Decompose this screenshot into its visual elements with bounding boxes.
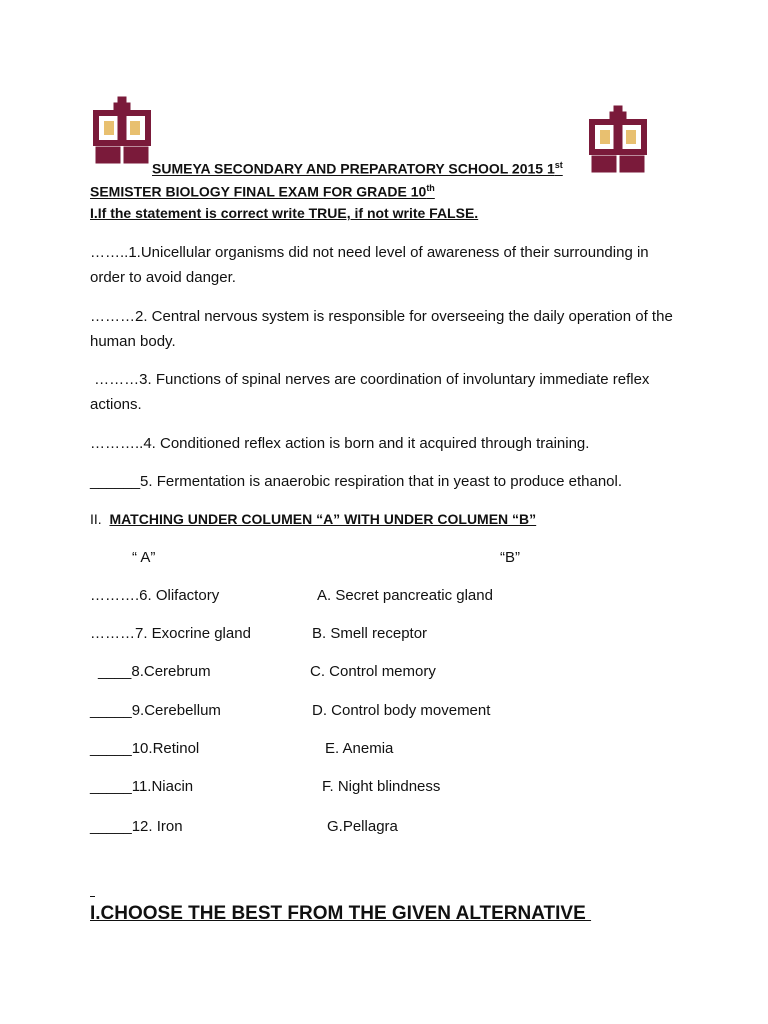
- section-3-title: I.CHOOSE THE BEST FROM THE GIVEN ALTERNATIVE: [90, 903, 592, 924]
- question-4: ………..4. Conditioned reflex action is born and it acquired through training.: [90, 435, 590, 452]
- match-b-e: E. Anemia: [325, 740, 394, 757]
- match-b-c: C. Control memory: [310, 663, 436, 680]
- match-b-a: A. Secret pancreatic gland: [317, 587, 493, 604]
- column-a-header: “ A”: [132, 549, 156, 566]
- match-a-9: _____9.Cerebellum: [90, 702, 221, 719]
- match-a-11: _____11.Niacin: [90, 778, 194, 795]
- match-b-g: G.Pellagra: [327, 818, 398, 835]
- match-a-12: _____12. Iron: [90, 818, 183, 835]
- match-b-b: B. Smell receptor: [312, 625, 428, 642]
- section-1-instruction: I.If the statement is correct write TRUE, if not write FALSE.: [90, 205, 479, 221]
- question-3: ………3. Functions of spinal nerves are coordination of involuntary immediate reflex actions.: [90, 371, 654, 413]
- match-a-6: ……….6. Olifactory: [90, 587, 220, 604]
- school-title: SUMEYA SECONDARY AND PREPARATORY SCHOOL 2015 1st: [152, 160, 563, 177]
- school-logo-left: [92, 95, 152, 167]
- match-b-d: D. Control body movement: [312, 702, 491, 719]
- match-a-8: ____8.Cerebrum: [98, 663, 211, 680]
- school-logo-right: [588, 104, 648, 176]
- match-b-f: F. Night blindness: [322, 778, 441, 795]
- stray-underline-mark: [90, 896, 95, 897]
- question-2: ………2. Central nervous system is responsible for overseeing the daily operation of the human body.: [90, 308, 673, 350]
- question-1: ……..1.Unicellular organisms did not need level of awareness of their surrounding in order to avoid danger.: [90, 244, 649, 286]
- match-a-7: ………7. Exocrine gland: [90, 625, 251, 642]
- question-5: ______5. Fermentation is anaerobic respiration that in yeast to produce ethanol.: [90, 473, 623, 490]
- exam-title: SEMISTER BIOLOGY FINAL EXAM FOR GRADE 10th: [90, 183, 435, 200]
- match-a-10: _____10.Retinol: [90, 740, 200, 757]
- column-b-header: “B”: [500, 549, 520, 566]
- section-2-title: II. MATCHING UNDER COLUMEN “A” WITH UNDER COLUMEN “B”: [90, 511, 537, 527]
